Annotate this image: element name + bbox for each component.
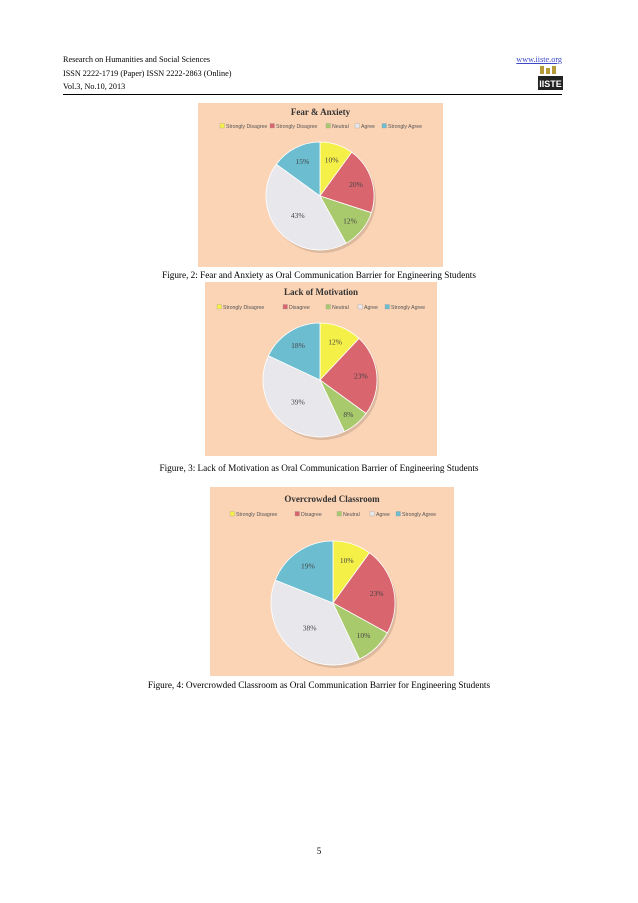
legend-swatch <box>358 305 363 310</box>
overcrowded-classroom-pie-svg <box>210 487 454 676</box>
legend-label: Neutral <box>332 124 349 130</box>
journal-name: Research on Humanities and Social Sciences <box>63 55 211 64</box>
overcrowded-classroom-chart <box>210 487 454 676</box>
chart-title: Fear & Anxiety <box>290 107 351 117</box>
legend-label: Agree <box>364 305 378 311</box>
legend-swatch <box>337 512 342 517</box>
legend-label: Strongly Disagree <box>226 124 268 130</box>
legend-swatch <box>283 305 288 310</box>
figure-2-caption: Figure, 2: Fear and Anxiety as Oral Communication Barrier for Engineering Students <box>162 270 476 280</box>
legend-label: Disagree <box>301 512 322 518</box>
volume-line: Vol.3, No.10, 2013 <box>63 82 126 91</box>
header-rule <box>63 94 562 95</box>
legend-swatch <box>230 512 235 517</box>
pie-slice-label: 15% <box>295 156 310 166</box>
legend-swatch <box>382 124 387 129</box>
legend-swatch <box>370 512 375 517</box>
legend-label: Strongly Disagree <box>236 512 278 518</box>
chart-title: Lack of Motivation <box>284 287 358 297</box>
legend-swatch <box>385 305 390 310</box>
pie-slice-label: 19% <box>301 561 315 571</box>
pie-slice-label: 23% <box>353 371 368 381</box>
figure-3-caption: Figure, 3: Lack of Motivation as Oral Communication Barrier of Engineering Students <box>159 463 479 473</box>
fear-anxiety-chart <box>198 103 443 267</box>
pie-slice-label: 18% <box>291 340 305 350</box>
legend-label: Strongly Agree <box>402 512 437 518</box>
chart-title: Overcrowded Classroom <box>284 494 380 504</box>
legend-swatch <box>270 124 275 129</box>
iiste-logo <box>538 66 563 90</box>
pie-slice-label: 10% <box>324 155 339 165</box>
journal-url-link[interactable]: www.iiste.org <box>516 55 562 64</box>
legend-label: Strongly Agree <box>388 124 423 130</box>
legend-label: Strongly Disagree <box>276 124 318 130</box>
legend-label: Neutral <box>343 512 360 518</box>
pie-slice-label: 12% <box>328 337 342 347</box>
legend-label: Neutral <box>332 305 349 311</box>
legend-swatch <box>396 512 401 517</box>
page-number: 5 <box>316 846 322 856</box>
legend-swatch <box>295 512 300 517</box>
legend-swatch <box>326 124 331 129</box>
issn-line: ISSN 2222-1719 (Paper) ISSN 2222-2863 (Online) <box>63 69 232 78</box>
fear-anxiety-pie-svg <box>198 103 443 267</box>
legend-label: Agree <box>361 124 375 130</box>
lack-motivation-pie-svg <box>205 282 437 456</box>
pie-slice-label: 12% <box>343 216 357 226</box>
pie-slice-label: 10% <box>339 556 354 566</box>
pie-slice-label: 39% <box>290 397 305 407</box>
lack-motivation-chart <box>205 282 437 456</box>
legend-label: Strongly Agree <box>391 305 426 311</box>
pie-slice-label: 43% <box>290 211 305 221</box>
legend-label: Agree <box>376 512 390 518</box>
pie-slice-label: 38% <box>302 623 317 633</box>
pie-slice-label: 23% <box>369 588 384 598</box>
legend-label: Strongly Disagree <box>223 305 265 311</box>
pie-slice-label: 20% <box>349 179 363 189</box>
pie-slice-label: 10% <box>356 631 371 641</box>
figure-4-caption: Figure, 4: Overcrowded Classroom as Oral Communication Barrier for Engineering Students <box>147 680 491 690</box>
legend-swatch <box>326 305 331 310</box>
legend-label: Disagree <box>289 305 310 311</box>
legend-swatch <box>355 124 360 129</box>
svg-text:IISTE: IISTE <box>539 79 562 89</box>
legend-swatch <box>217 305 222 310</box>
pie-slice-label: 8% <box>343 409 354 419</box>
legend-swatch <box>220 124 225 129</box>
